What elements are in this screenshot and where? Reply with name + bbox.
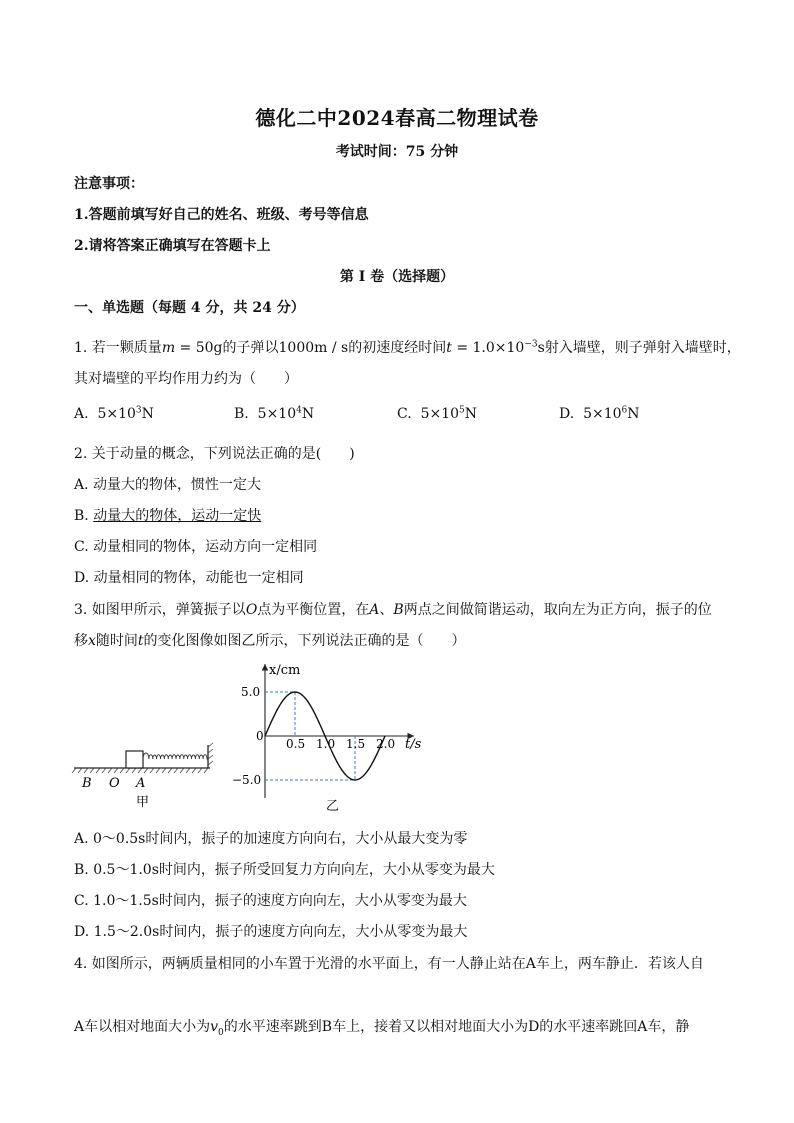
q4-stem-line2: A车以相对地面大小为$v_0$的水平速率跳到B车上，接着又以相对地面大小为D的水平速率跳回A车，静 [74, 1019, 690, 1038]
q3-option-a[interactable]: A. 0～0.5s时间内，振子的加速度方向向右，大小从最大变为零 [74, 831, 468, 847]
exam-time: 考试时间：75 分钟 [335, 144, 459, 160]
notice-item-2: 2.请将答案正确填写在答题卡上 [74, 238, 271, 254]
figure-jia-caption: 甲 [136, 795, 150, 810]
oscillator-block [126, 751, 143, 768]
notice-item-1: 1.答题前填写好自己的姓名、班级、考号等信息 [74, 207, 369, 223]
q1-stem-line1: 1. 若一颗质量m = 50g的子弹以1000m / s的初速度经时间$t = 1.0\times 10^{-3}s$射入墙壁，则子弹射入墙壁时， [74, 339, 741, 356]
q2-option-a[interactable]: A. 动量大的物体，惯性一定大 [74, 477, 262, 493]
q2-stem: 2. 关于动量的概念，下列说法正确的是( ) [74, 446, 355, 462]
section-title: 一、单选题（每题 4 分，共 24 分） [74, 300, 305, 316]
origin-label: 0 [256, 729, 264, 743]
q1-stem-line2: 其对墙壁的平均作用力约为（ ） [74, 371, 298, 387]
q3-option-b[interactable]: B. 0.5～1.0s时间内，振子所受回复力方向向左，大小从零变为最大 [74, 862, 495, 878]
q3-stem-line2: 移x随时间t的变化图像如图乙所示，下列说法正确的是（ ） [74, 633, 466, 649]
exam-title: 德化二中2024春高二物理试卷 [255, 106, 539, 130]
notice-heading: 注意事项： [74, 176, 144, 192]
spring [143, 753, 208, 759]
wall-hatching [208, 743, 213, 765]
label-b: B [82, 776, 92, 791]
q3-stem-line1: 3. 如图甲所示，弹簧振子以O点为平衡位置，在A、B两点之间做简谐运动，取向左为正方向，振子的位 [74, 602, 712, 618]
q1-option-b[interactable]: B. $5\times 10^4N$ [234, 405, 315, 422]
x-tick-label: 1.5 [346, 737, 366, 751]
y-tick-label: −5.0 [232, 773, 262, 787]
x-tick-label: 2.0 [376, 737, 396, 751]
figure-yi-xt-graph [228, 660, 422, 816]
y-axis-label: x/cm [269, 663, 301, 678]
x-tick-label: 1.0 [316, 737, 336, 751]
q2-option-d[interactable]: D. 动量相同的物体，动能也一定相同 [74, 570, 304, 586]
part1-title: 第 I 卷（选择题） [339, 269, 455, 285]
figure-jia-spring-oscillator [70, 735, 220, 815]
y-tick-label: 5.0 [241, 685, 261, 699]
q1-option-d[interactable]: D. $5\times 10^6N$ [559, 405, 640, 422]
label-o: O [109, 776, 120, 791]
q1-option-c[interactable]: C. $5\times 10^5N$ [397, 405, 478, 422]
q2-option-b[interactable]: B. 动量大的物体，运动一定快 [74, 508, 262, 524]
mass-variable: m [161, 340, 176, 356]
x-tick-label: 0.5 [286, 737, 306, 751]
q2-option-c[interactable]: C. 动量相同的物体，运动方向一定相同 [74, 539, 318, 555]
q3-option-c[interactable]: C. 1.0～1.5s时间内，振子的速度方向向左，大小从零变为最大 [74, 893, 467, 909]
time-variable: t [446, 340, 452, 356]
label-a: A [136, 776, 146, 791]
q3-option-d[interactable]: D. 1.5～2.0s时间内，振子的速度方向向左，大小从零变为最大 [74, 924, 468, 940]
x-axis-label: t/s [405, 737, 422, 752]
figure-yi-caption: 乙 [326, 799, 340, 814]
q1-option-a[interactable]: A. $5\times 10^3N$ [74, 405, 154, 422]
ground-hatching [72, 768, 208, 773]
q4-stem-line1: 4. 如图所示，两辆质量相同的小车置于光滑的水平面上，有一人静止站在A车上，两车静止．若该人自 [74, 956, 704, 972]
